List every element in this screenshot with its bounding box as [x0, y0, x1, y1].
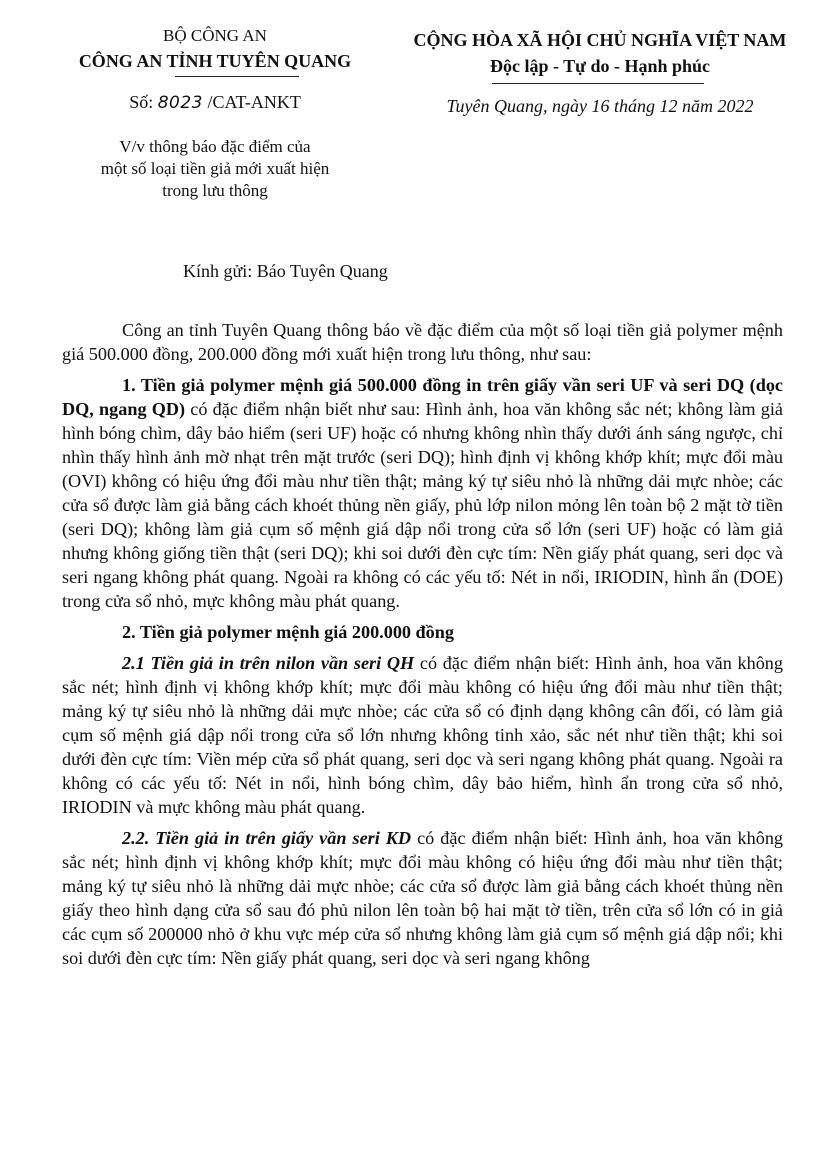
agency-name: CÔNG AN TỈNH TUYÊN QUANG — [78, 51, 352, 71]
section-2-1-text: có đặc điểm nhận biết: Hình ảnh, hoa văn không sắc nét; hình định vị không khớp khít; mực đổi màu không có hiệu ứng đổi màu như tiền thật; mảng ký tự siêu nhỏ là những dải mực nhòe; các cửa sổ có định dạng không cân đối, có làm giả cụm số mệnh giá dập nổi trong cửa sổ lớn nhưng không tinh xảo, sắc nét như tiền thật; khi soi dưới đèn cực tím: Viền mép cửa sổ phát quang, seri dọc và seri ngang không phát quang. Ngoài ra không có các yếu tố: Nét in nổi, hình bóng chìm, dây bảo hiểm, hình ẩn trong cửa sổ nhỏ, IRIODIN và mực không màu phát quang. — [62, 653, 783, 817]
section-2-2-text: có đặc điểm nhận biết: Hình ảnh, hoa văn không sắc nét; hình định vị không khớp khít; mực đổi màu không có hiệu ứng đổi màu như tiền thật; mảng ký tự siêu nhỏ là những dải mực nhòe; các cửa sổ được làm giả bằng cách khoét thủng nền giấy theo hình dạng cửa sổ sau đó phủ nilon lên toàn bộ hai mặt tờ tiền, trên cửa sổ lớn có in giả các cụm số 200000 nhỏ ở khu vực mép cửa sổ nhưng không làm giả cụm số mệnh giá dập nổi; khi soi dưới đèn cực tím: Nền giấy phát quang, seri dọc và seri ngang không — [62, 828, 784, 968]
section-1-heading: 1. Tiền giả polymer mệnh giá 500.000 đồng in trên giấy vần seri UF và seri DQ (dọc DQ, ngang QD) — [62, 375, 783, 419]
section-2-2-paragraph — [62, 826, 783, 970]
subject-block — [30, 136, 400, 202]
national-title: CỘNG HÒA XÃ HỘI CHỦ NGHĨA VIỆT NAM — [413, 30, 787, 50]
recipient-line: Kính gửi: Báo Tuyên Quang — [183, 261, 388, 281]
dateline: Tuyên Quang, ngày 16 tháng 12 năm 2022 — [446, 96, 754, 116]
subject-line: trong lưu thông — [162, 181, 268, 200]
section-2-1-heading: 2.1 Tiền giả in trên nilon vần seri QH — [122, 653, 415, 673]
section-2-1-paragraph — [62, 651, 783, 819]
agency-underline — [175, 76, 299, 77]
ministry-name: BỘ CÔNG AN — [163, 26, 267, 45]
document-body — [62, 318, 783, 970]
intro-paragraph: Công an tỉnh Tuyên Quang thông báo về đặc điểm của một số loại tiền giả polymer mệnh giá 500.000 đồng, 200.000 đồng mới xuất hiện trong lưu thông, như sau: — [62, 320, 783, 364]
section-2-2-heading: 2.2. Tiền giả in trên giấy vần seri KD — [122, 828, 412, 848]
document-number-prefix: Số: — [129, 92, 154, 112]
section-1-text: có đặc điểm nhận biết như sau: Hình ảnh, hoa văn không sắc nét; không làm giả hình bóng chìm, dây bảo hiểm (seri UF) hoặc có nhưng không nhìn thấy dưới ánh sáng ngược, chỉ nhìn thấy hình ảnh mờ nhạt trên mặt trước (seri DQ); hình định vị không khớp khít; mực đổi màu (OVI) không có hiệu ứng đổi màu như tiền thật; mảng ký tự siêu nhỏ là những dải mực nhòe; các cửa sổ được làm giả bằng cách khoét thủng nền giấy, phủ lớp nilon mỏng lên toàn bộ 2 mặt tờ tiền (seri DQ); không làm giả cụm số mệnh giá dập nổi trong cửa sổ lớn (seri UF) hoặc có làm giả nhưng không giống tiền thật (seri DQ); khi soi dưới đèn cực tím: Nền giấy phát quang, seri dọc và seri ngang không phát quang. Ngoài ra không có các yếu tố: Nét in nổi, IRIODIN, hình ẩn (DOE) trong cửa sổ nhỏ, mực không màu phát quang. — [62, 399, 783, 611]
subject-line: một số loại tiền giả mới xuất hiện — [100, 159, 330, 178]
subject-line: V/v thông báo đặc điểm của — [119, 137, 311, 156]
document-number-suffix: /CAT-ANKT — [207, 92, 301, 112]
section-2-heading: 2. Tiền giả polymer mệnh giá 200.000 đồng — [122, 622, 454, 642]
section-1-paragraph — [62, 373, 783, 613]
motto-underline — [492, 83, 704, 84]
document-number-handwritten: 8023 — [157, 93, 203, 113]
document-number — [30, 92, 400, 113]
national-motto: Độc lập - Tự do - Hạnh phúc — [489, 56, 711, 76]
